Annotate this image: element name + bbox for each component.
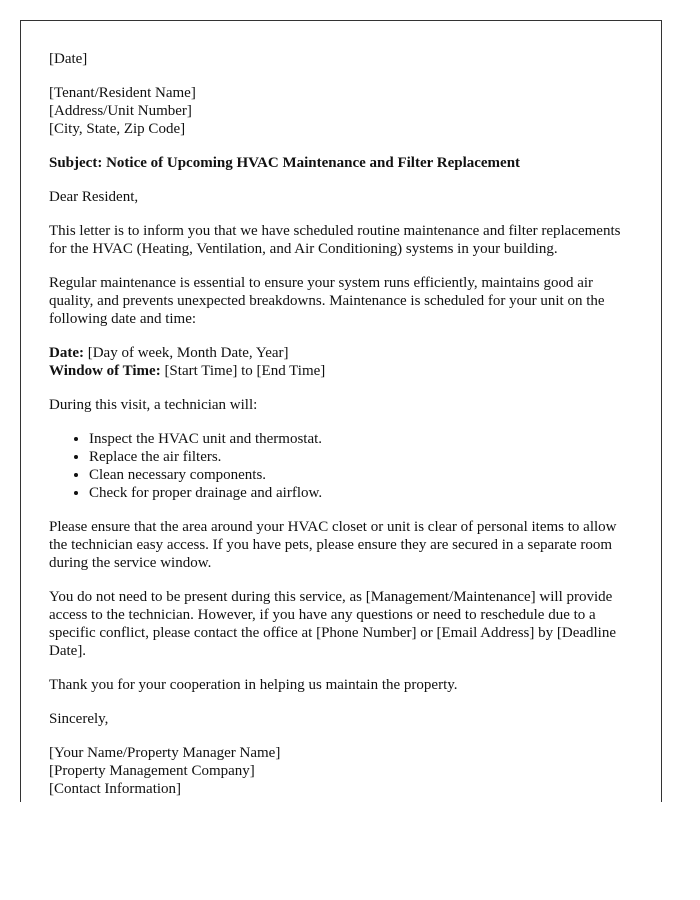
date-value: [Day of week, Month Date, Year] xyxy=(83,345,289,361)
maintenance-paragraph: Regular maintenance is essential to ensure your system runs efficiently, maintains good air quality, and prevents unexpected breakdowns. Maintenance is scheduled for your unit on the following date and time: xyxy=(49,275,605,327)
recipient-address xyxy=(49,84,632,138)
closing: Sincerely, xyxy=(49,711,109,727)
date-label: Date: xyxy=(49,345,84,361)
subject-line: Subject: Notice of Upcoming HVAC Maintenance and Filter Replacement xyxy=(49,155,521,171)
thanks-paragraph: Thank you for your cooperation in helping us maintain the property. xyxy=(49,677,458,693)
task-item: • Inspect the HVAC unit and thermostat. xyxy=(89,430,632,448)
contact-paragraph: You do not need to be present during this service, as [Management/Maintenance] will provide access to the technician. However, if you have any questions or need to reschedule due to a specific conflict, please contact the office at [Phone Number] or [Email Address] by [Deadline Date]. xyxy=(49,589,617,659)
access-paragraph: Please ensure that the area around your HVAC closet or unit is clear of personal items to allow the technician easy access. If you have pets, please ensure they are secured in a separate room during the service window. xyxy=(49,519,617,571)
window-label: Window of Time: xyxy=(49,363,161,379)
signer-contact: [Contact Information] xyxy=(49,781,182,797)
task-item: • Check for proper drainage and airflow. xyxy=(89,484,632,502)
signer-company: [Property Management Company] xyxy=(49,763,255,779)
schedule-block xyxy=(49,344,632,380)
intro-paragraph: This letter is to inform you that we have scheduled routine maintenance and filter replacements for the HVAC (Heating, Ventilation, and Air Conditioning) systems in your building. xyxy=(49,223,621,257)
recipient-name: [Tenant/Resident Name] xyxy=(49,85,196,101)
letter-page xyxy=(20,20,662,802)
recipient-city: [City, State, Zip Code] xyxy=(49,121,186,137)
letter-date: [Date] xyxy=(49,51,88,67)
signature-block xyxy=(49,744,632,798)
task-item: • Replace the air filters. xyxy=(89,448,632,466)
window-value: [Start Time] to [End Time] xyxy=(160,363,326,379)
task-list xyxy=(49,430,632,502)
salutation: Dear Resident, xyxy=(49,189,139,205)
visit-intro: During this visit, a technician will: xyxy=(49,397,258,413)
signer-name: [Your Name/Property Manager Name] xyxy=(49,745,281,761)
task-item: • Clean necessary components. xyxy=(89,466,632,484)
recipient-unit: [Address/Unit Number] xyxy=(49,103,192,119)
